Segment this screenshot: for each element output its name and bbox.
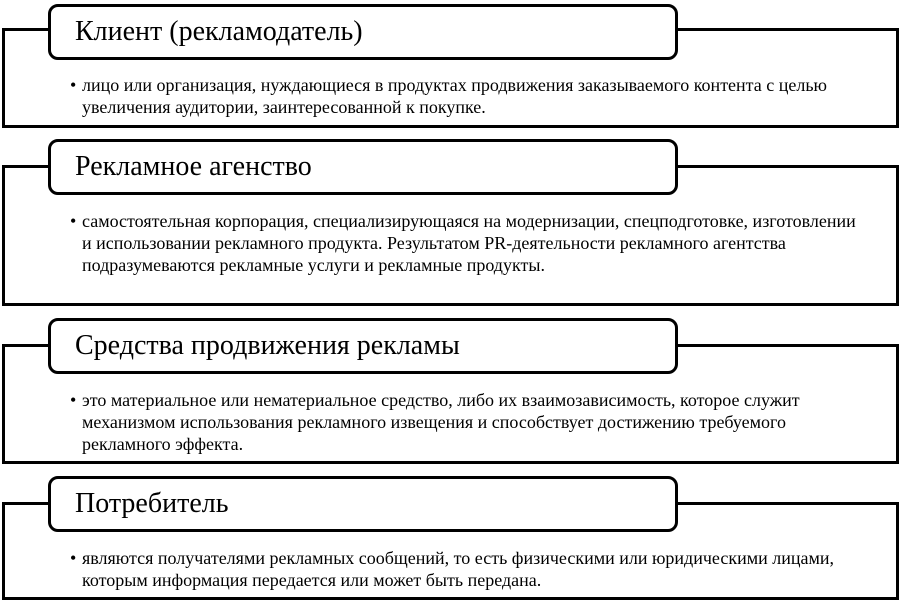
description-item bbox=[70, 389, 865, 455]
bullet-icon: • bbox=[70, 390, 77, 410]
description-text: являются получателями рекламных сообщений, то есть физическими или юридическими лицами, которым информация передается или может быть передана. bbox=[82, 548, 834, 590]
bullet-icon: • bbox=[70, 548, 77, 568]
block-title: Клиент (рекламодатель) bbox=[48, 4, 678, 60]
description-text: лицо или организация, нуждающиеся в продуктах продвижения заказываемого контента с целью увеличения аудитории, заинтересованной к покупке. bbox=[82, 75, 828, 117]
description-text: самостоятельная корпорация, специализирующаяся на модернизации, спецподготовке, изготовлении и использовании рекламного продукта. Результатом PR-деятельности рекламного агентства подразумеваются рекламные услуги и рекламные продукты. bbox=[82, 211, 856, 275]
description-item bbox=[70, 547, 865, 591]
block-title: Потребитель bbox=[48, 476, 678, 532]
block-title: Средства продвижения рекламы bbox=[48, 318, 678, 374]
description-item bbox=[70, 210, 865, 276]
description-item bbox=[70, 74, 865, 118]
block-title: Рекламное агенство bbox=[48, 139, 678, 195]
bullet-icon: • bbox=[70, 211, 77, 231]
description-text: это материальное или нематериальное средство, либо их взаимозависимость, которое служит механизмом использования рекламного извещения и способствует достижению требуемого рекламного эффекта. bbox=[82, 390, 800, 454]
bullet-icon: • bbox=[70, 75, 77, 95]
